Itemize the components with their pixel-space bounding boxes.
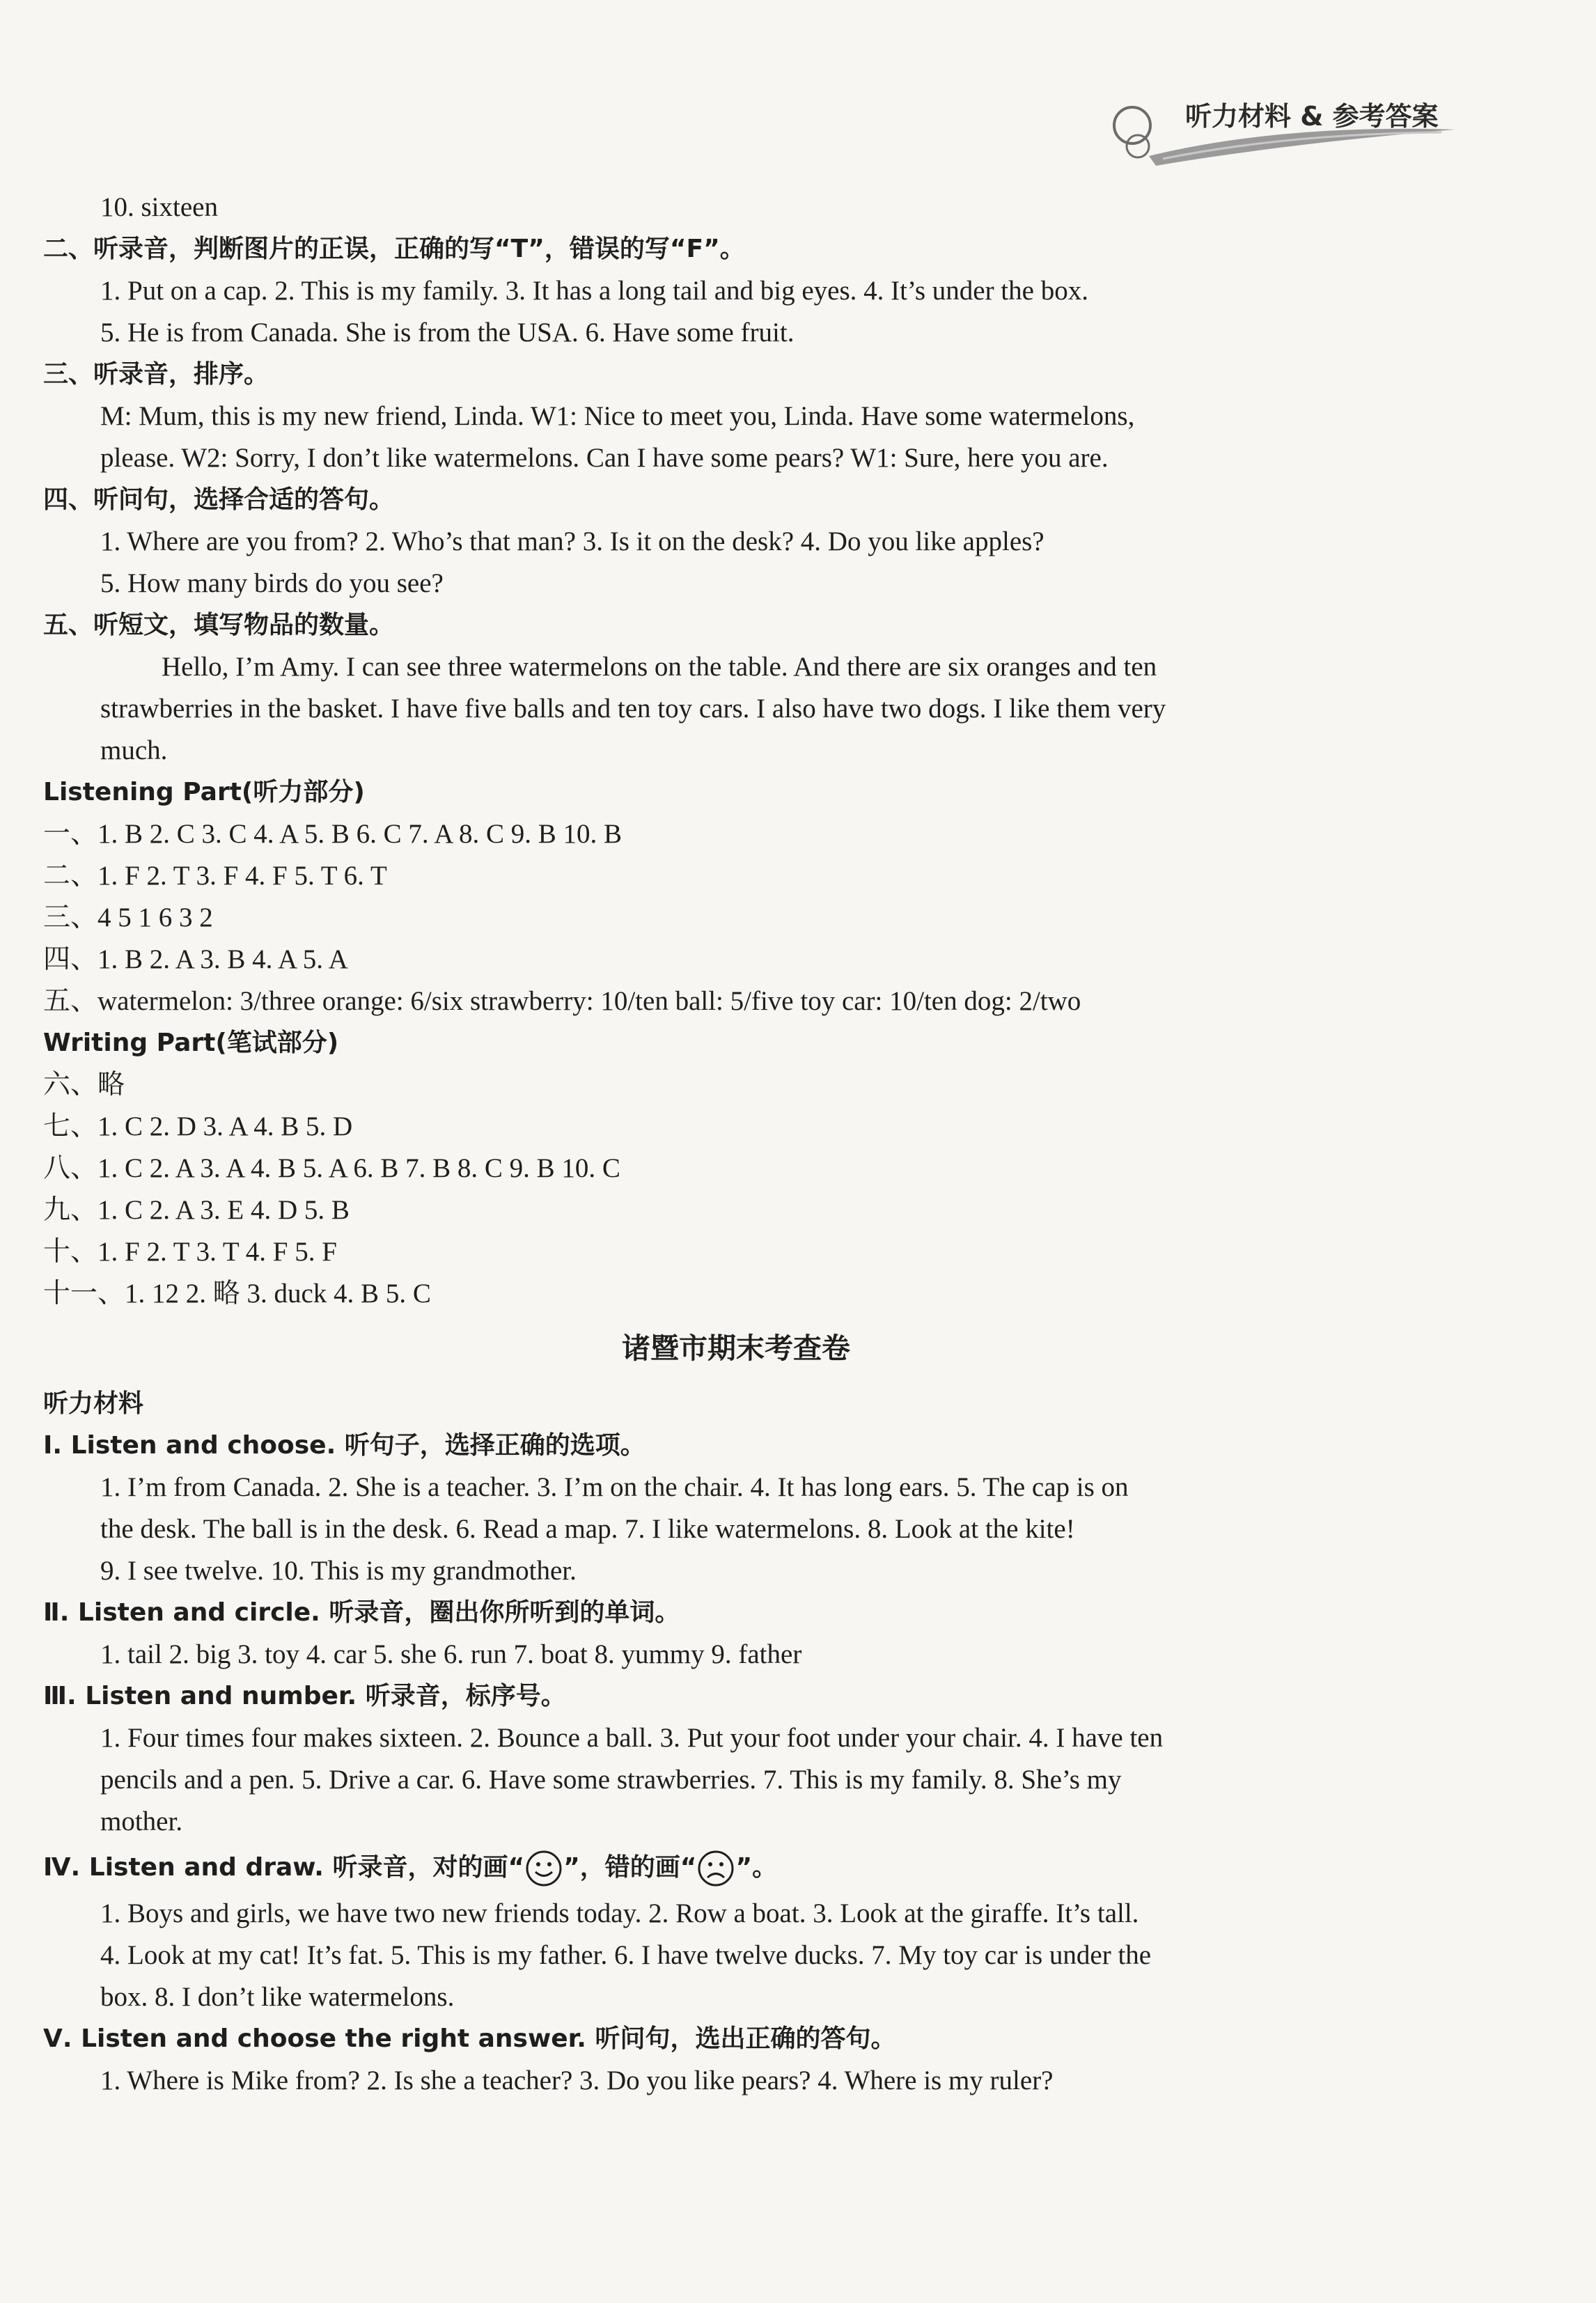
answer-line: 二、1. F 2. T 3. F 4. F 5. T 6. T [43, 861, 387, 891]
content [43, 187, 1429, 2102]
text-line: Hello, I’m Amy. I can see three watermelons on the table. And there are six oranges and ten [162, 652, 1157, 682]
header-title: 听力材料 & 参考答案 [1185, 101, 1439, 132]
part-heading: Listening Part(听力部分) [43, 778, 365, 806]
heading-part: Ⅳ. Listen and draw. 听录音，对的画“ [43, 1853, 525, 1882]
answer-line: 八、1. C 2. A 3. A 4. B 5. A 6. B 7. B 8. C 9. B 10. C [43, 1153, 620, 1183]
answer-line: 九、1. C 2. A 3. E 4. D 5. B [43, 1195, 350, 1225]
smiley-face-icon [524, 1849, 563, 1888]
text-line: 10. sixteen [100, 192, 218, 222]
answer-line: 五、watermelon: 3/three orange: 6/six strawberry: 10/ten ball: 5/five toy car: 10/ten dog: 2/two [43, 986, 1081, 1016]
section-heading: Ⅴ. Listen and choose the right answer. 听问句，选出正确的答句。 [43, 2024, 896, 2053]
sad-face-icon [696, 1849, 735, 1888]
section-heading: Ⅲ. Listen and number. 听录音，标序号。 [43, 1682, 566, 1710]
text-line: 1. Put on a cap. 2. This is my family. 3. It has a long tail and big eyes. 4. It’s under the box. [100, 276, 1088, 306]
text-line: M: Mum, this is my new friend, Linda. W1: Nice to meet you, Linda. Have some watermelons, [100, 401, 1135, 431]
text-line: 4. Look at my cat! It’s fat. 5. This is my father. 6. I have twelve ducks. 7. My toy car is under the [100, 1940, 1152, 1970]
answer-line: 七、1. C 2. D 3. A 4. B 5. D [43, 1111, 353, 1141]
part-heading: Writing Part(笔试部分) [43, 1029, 339, 1057]
text-line: 1. tail 2. big 3. toy 4. car 5. she 6. run 7. boat 8. yummy 9. father [100, 1639, 802, 1669]
text-line: strawberries in the basket. I have five balls and ten toy cars. I also have two dogs. I like them very [100, 694, 1166, 724]
section-heading: 三、听录音，排序。 [43, 360, 269, 389]
section-heading: 四、听问句，选择合适的答句。 [43, 485, 395, 514]
text-line: 1. Where is Mike from? 2. Is she a teacher? 3. Do you like pears? 4. Where is my ruler? [100, 2066, 1054, 2095]
answer-line: 十一、1. 12 2. 略 3. duck 4. B 5. C [43, 1279, 431, 1309]
section-heading: 二、听录音，判断图片的正误，正确的写“T”，错误的写“F”。 [43, 235, 745, 263]
section-heading-draw [43, 1843, 1429, 1893]
heading-part: ”。 [735, 1853, 778, 1882]
answer-line: 一、1. B 2. C 3. C 4. A 5. B 6. C 7. A 8. C 9. B 10. B [43, 819, 623, 849]
subtitle: 听力材料 [43, 1389, 144, 1418]
text-line: 1. Where are you from? 2. Who’s that man? 3. Is it on the desk? 4. Do you like apples? [100, 526, 1045, 556]
answer-line: 十、1. F 2. T 3. T 4. F 5. F [43, 1237, 337, 1267]
answer-line: 三、4 5 1 6 3 2 [43, 903, 213, 932]
section-heading: 五、听短文，填写物品的数量。 [43, 611, 395, 639]
text-line: box. 8. I don’t like watermelons. [100, 1982, 455, 2012]
section-heading: Ⅰ. Listen and choose. 听句子，选择正确的选项。 [43, 1431, 646, 1460]
answer-line: 四、1. B 2. A 3. B 4. A 5. A [43, 944, 348, 974]
text-line: mother. [100, 1806, 183, 1836]
text-line: 9. I see twelve. 10. This is my grandmother. [100, 1556, 577, 1586]
text-line: 5. He is from Canada. She is from the USA. 6. Have some fruit. [100, 318, 795, 348]
text-line: 1. Boys and girls, we have two new friends today. 2. Row a boat. 3. Look at the giraffe. It’s tall. [100, 1898, 1139, 1928]
text-line: pencils and a pen. 5. Drive a car. 6. Have some strawberries. 7. This is my family. 8. She’s my [100, 1765, 1122, 1795]
text-line: 5. How many birds do you see? [100, 568, 444, 598]
text-line: 1. I’m from Canada. 2. She is a teacher. 3. I’m on the chair. 4. It has long ears. 5. The cap is on [100, 1472, 1129, 1502]
section-heading: Ⅱ. Listen and circle. 听录音，圈出你所听到的单词。 [43, 1598, 680, 1627]
text-line: the desk. The ball is in the desk. 6. Read a map. 7. I like watermelons. 8. Look at the kite! [100, 1514, 1075, 1544]
answer-line: 六、略 [43, 1070, 125, 1100]
text-line: please. W2: Sorry, I don’t like watermelons. Can I have some pears? W1: Sure, here you are. [100, 443, 1109, 473]
text-line: much. [100, 735, 168, 765]
exam-title: 诸暨市期末考查卷 [622, 1332, 850, 1365]
text-line: 1. Four times four makes sixteen. 2. Bounce a ball. 3. Put your foot under your chair. 4. I have ten [100, 1723, 1164, 1753]
heading-part: ”，错的画“ [563, 1853, 697, 1882]
